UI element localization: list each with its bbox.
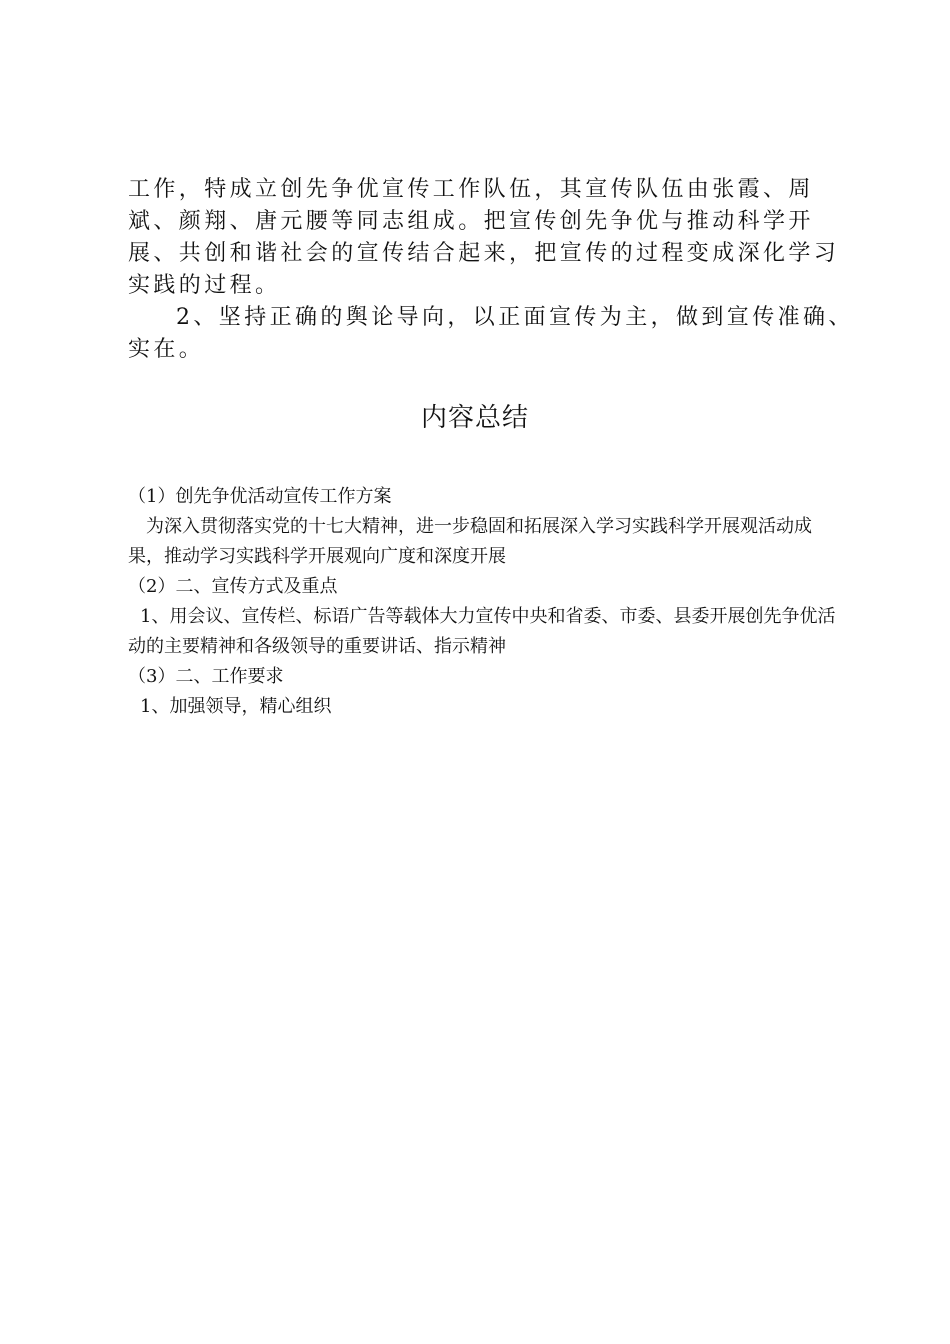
summary-section <box>128 482 838 722</box>
body-paragraph-2: 2、坚持正确的舆论导向，以正面宣传为主，做到宣传准确、实在。 <box>128 305 854 362</box>
summary-item-3-heading: （3）二、工作要求 <box>128 666 284 687</box>
summary-item-2-text: 1、用会议、宣传栏、标语广告等载体大力宣传中央和省委、市委、县委开展创先争优活动的主要精神和各级领导的重要讲话、指示精神 <box>128 606 836 657</box>
summary-item-3-text: 1、加强领导，精心组织 <box>140 696 332 717</box>
body-paragraph-1: 工作，特成立创先争优宣传工作队伍，其宣传队伍由张霞、周斌、颜翔、唐元腰等同志组成。把宣传创先争优与推动科学开展、共创和谐社会的宣传结合起来，把宣传的过程变成深化学习实践的过程。 <box>128 177 840 298</box>
summary-item-1-heading: （1）创先争优活动宣传工作方案 <box>128 486 392 507</box>
body-text <box>128 174 858 366</box>
summary-title: 内容总结 <box>420 403 529 433</box>
summary-item-2-heading: （2）二、宣传方式及重点 <box>128 576 338 597</box>
summary-item-1-text: 为深入贯彻落实党的十七大精神，进一步稳固和拓展深入学习实践科学开展观活动成果，推动学习实践科学开展观向广度和深度开展 <box>128 516 812 567</box>
